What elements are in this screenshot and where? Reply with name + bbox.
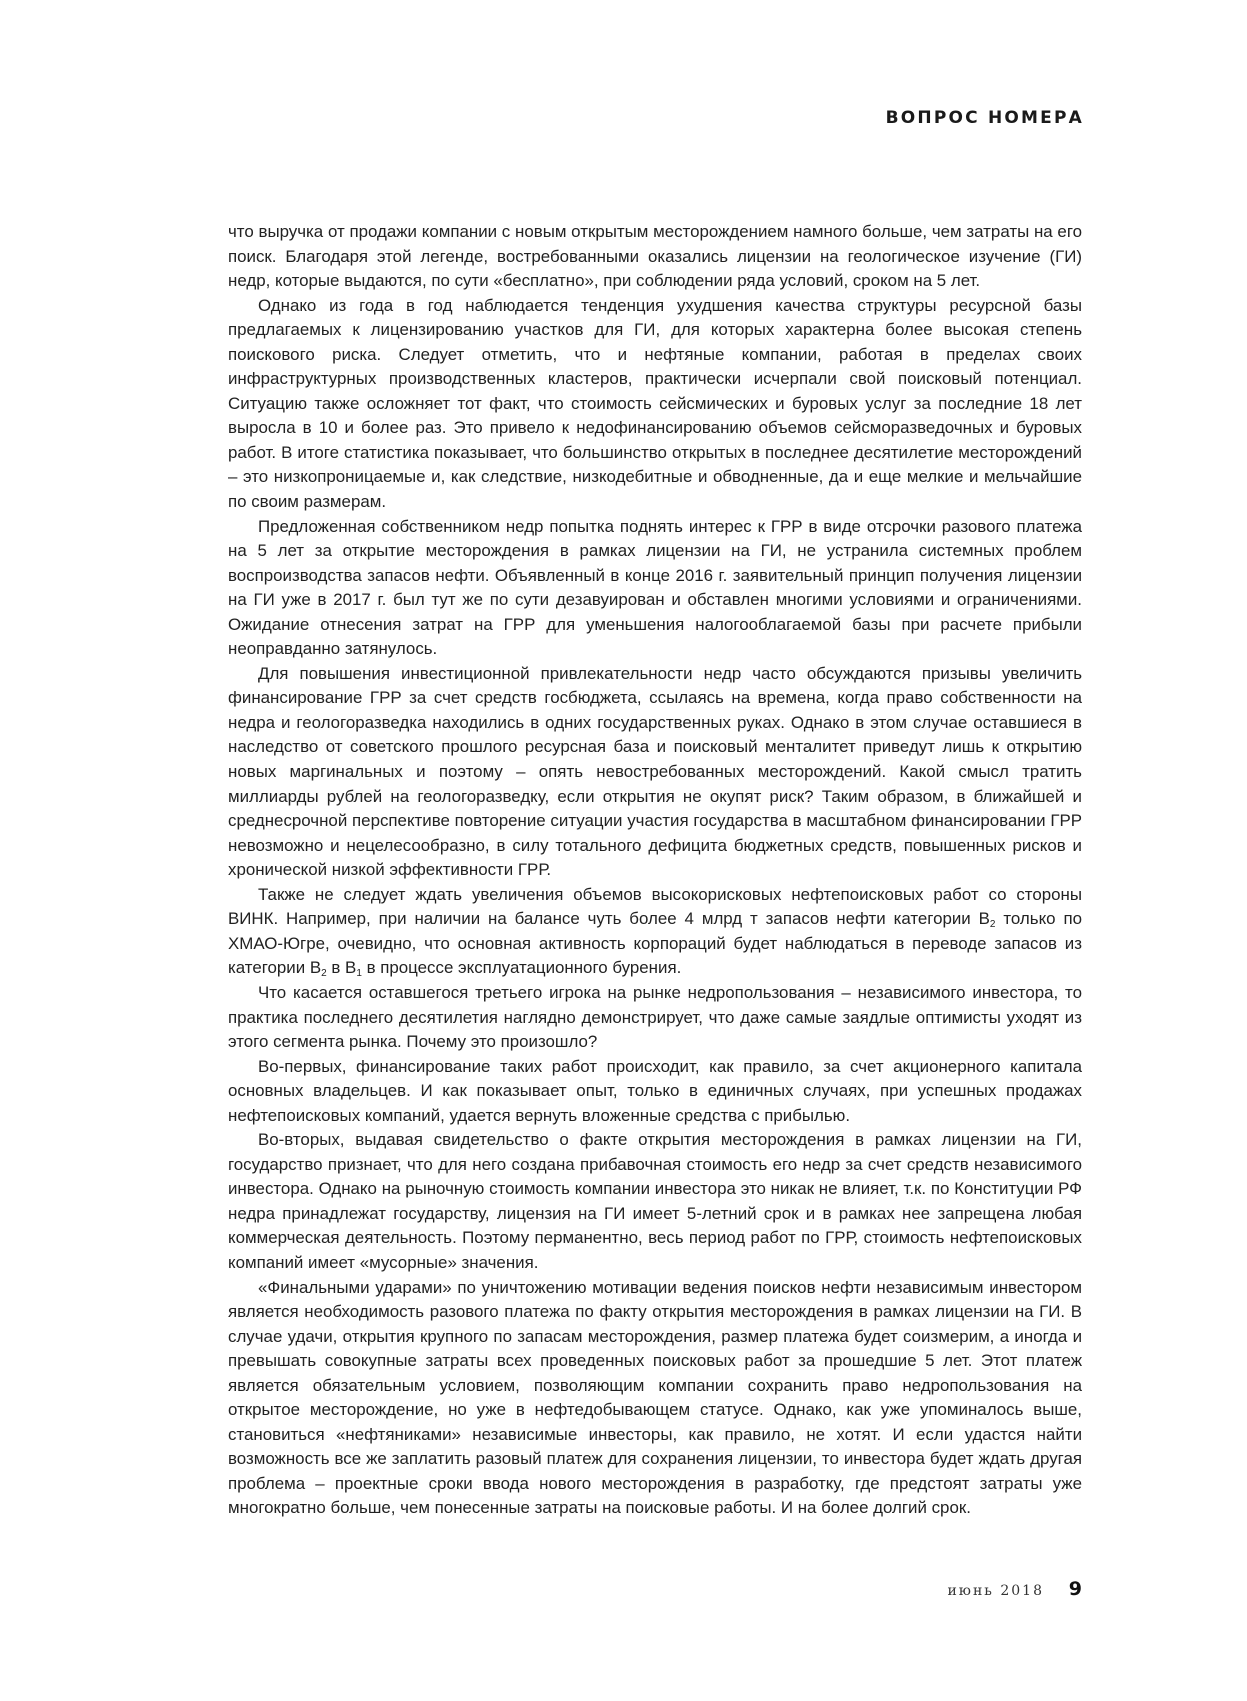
article-body <box>228 220 1082 1521</box>
paragraph-5-text-c: в В <box>326 958 357 978</box>
subscript-b2-second: 2 <box>321 968 327 980</box>
paragraph-5-text-a: Также не следует ждать увеличения объемов высокорисковых нефтепоисковых работ со стороны ВИНК. Например, при наличии на балансе чуть более 4 млрд т запасов нефти категории В <box>228 884 1082 929</box>
paragraph-2: Однако из года в год наблюдается тенденция ухудшения качества структуры ресурсной базы предлагаемых к лицензированию участков для ГИ, для которых характерна более высокая степень поискового риска. Следует отметить, что и нефтяные компании, работая в пределах своих инфраструктурных производственных кластеров, практически исчерпали свой поисковый потенциал. Ситуацию также осложняет тот факт, что стоимость сейсмических и буровых услуг за последние 18 лет выросла в 10 и более раз. Это привело к недофинансированию объемов сейсморазведочных и буровых работ. В итоге статистика показывает, что большинство открытых в последнее десятилетие месторождений – это низкопроницаемые и, как следствие, низкодебитные и обводненные, да и еще мелкие и мельчайшие по своим размерам. <box>228 295 1082 512</box>
page-number: 9 <box>1068 1578 1082 1600</box>
paragraph-7: Во-первых, финансирование таких работ происходит, как правило, за счет акционерного капитала основных владельцев. И как показывает опыт, только в единичных случаях, при успешных продажах нефтепоисковых компаний, удается вернуть вложенные средства с прибылью. <box>228 1056 1082 1125</box>
issue-date: июнь 2018 <box>947 1583 1044 1599</box>
paragraph-8: Во-вторых, выдавая свидетельство о факте открытия месторождения в рамках лицензии на ГИ, государство признает, что для него создана прибавочная стоимость его недр за счет средств независимого инвестора. Однако на рыночную стоимость компании инвестора это никак не влияет, т.к. по Конституции РФ недра принадлежат государству, лицензия на ГИ имеет 5-летний срок и в рамках нее запрещена любая коммерческая деятельность. Поэтому перманентно, весь период работ по ГРР, стоимость нефтепоисковых компаний имеет «мусорные» значения. <box>228 1130 1082 1272</box>
paragraph-5 <box>228 883 1082 981</box>
paragraph-3: Предложенная собственником недр попытка поднять интерес к ГРР в виде отсрочки разового платежа на 5 лет за открытие месторождения в рамках лицензии на ГИ, не устранила системных проблем воспроизводства запасов нефти. Объявленный в конце 2016 г. заявительный принцип получения лицензии на ГИ уже в 2017 г. был тут же по сути дезавуирован и обставлен многими условиями и ограничениями. Ожидание отнесения затрат на ГРР для уменьшения налогооблагаемой базы при расчете прибыли неоправданно затянулось. <box>228 516 1082 659</box>
subscript-b1: 1 <box>356 968 362 980</box>
paragraph-1: что выручка от продажи компании с новым открытым месторождением намного больше, чем затраты на его поиск. Благодаря этой легенде, востребованными оказались лицензии на геологическое изучение (ГИ) недр, которые выдаются, по сути «бесплатно», при соблюдении ряда условий, сроком на 5 лет. <box>228 222 1082 291</box>
paragraph-6: Что касается оставшегося третьего игрока на рынке недропользования – независимого инвестора, то практика последнего десятилетия наглядно демонстрирует, что даже самые заядлые оптимисты уходят из этого сегмента рынка. Почему это произошло? <box>228 982 1082 1052</box>
paragraph-4: Для повышения инвестиционной привлекательности недр часто обсуждаются призывы увеличить финансирование ГРР за счет средств госбюджета, ссылаясь на времена, когда право собственности на недра и геологоразведка находились в одних государственных руках. Однако в этом случае оставшиеся в наследство от советского прошлого ресурсная база и поисковый менталитет приведут лишь к открытию новых маргинальных и поэтому – опять невостребованных месторождений. Какой смысл тратить миллиарды рублей на геологоразведку, если открытия не окупят риск? Таким образом, в ближайшей и среднесрочной перспективе повторение ситуации участия государства в масштабном финансировании ГРР невозможно и нецелесообразно, в силу тотального дефицита бюджетных средств, повышенных рисков и хронической низкой эффективности ГРР. <box>228 663 1082 880</box>
paragraph-9: «Финальными ударами» по уничтожению мотивации ведения поисков нефти независимым инвестором является необходимость разового платежа по факту открытия месторождения в рамках лицензии на ГИ. В случае удачи, открытия крупного по запасам месторождения, размер платежа будет соизмерим, а иногда и превышать совокупные затраты всех проведенных поисковых работ за прошедшие 5 лет. Этот платеж является обязательным условием, позволяющим компании сохранить право недропользования на открытое месторождение, но уже в нефтедобывающем статусе. Однако, как уже упоминалось выше, становиться «нефтяниками» независимые инвесторы, как правило, не хотят. И если удастся найти возможность все же заплатить разовый платеж для сохранения лицензии, то инвестора будет ждать другая проблема – проектные сроки ввода нового месторождения в разработку, где предстоят затраты уже многократно больше, чем понесенные затраты на поисковые работы. И на более долгий срок. <box>228 1277 1082 1518</box>
paragraph-5-text-b: только по ХМАО-Югре, очевидно, что основная активность корпораций будет наблюдаться в переводе запасов из категории В <box>228 909 1082 978</box>
paragraph-5-text-d: в процессе эксплуатационного бурения. <box>361 958 682 978</box>
section-title: ВОПРОС НОМЕРА <box>885 108 1084 128</box>
subscript-b2: 2 <box>989 919 996 931</box>
